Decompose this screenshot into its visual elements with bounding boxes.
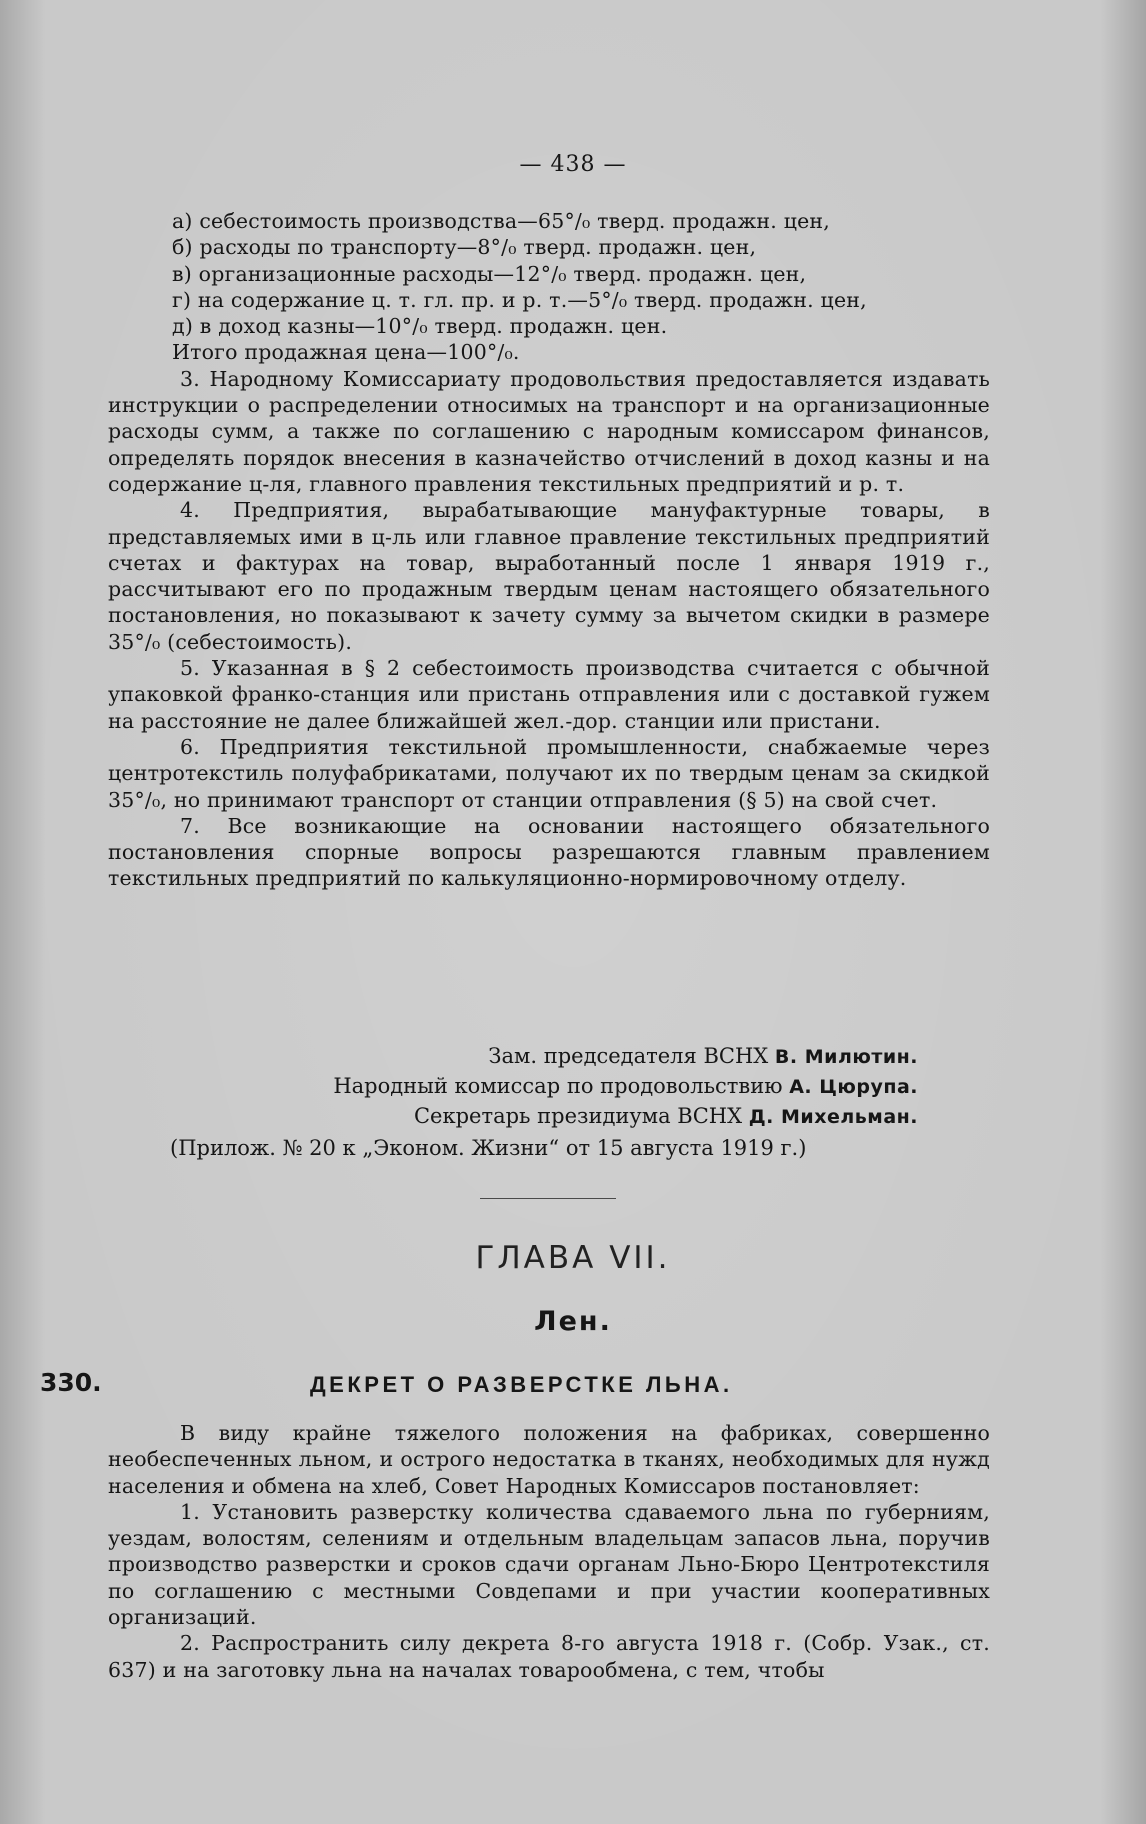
decree-title: ДЕКРЕТ О РАЗВЕРСТКЕ ЛЬНА. — [310, 1372, 733, 1397]
signature-mikhelman — [333, 1102, 918, 1132]
decree-preamble: В виду крайне тяжелого положения на фабриках, совершенно необеспеченных льном, и острого недостатка в тканях, необходимых для нужд населения и обмена на хлеб, Совет Народных Комиссаров постановляет: — [108, 1421, 990, 1498]
paragraph-4: 4. Предприятия, вырабатывающие мануфактурные товары, в представляемых ими в ц-ль или главное правление текстильных предприятий счетах и фактурах на товар, выработанный после 1 января 1919 г., рассчитывают его по продажным твердым ценам настоящего обязательного постановления, но показывают к зачету сумму за вычетом скидки в размере 35°/₀ (себестоимость). — [108, 498, 990, 654]
signature-milyutin — [333, 1042, 918, 1072]
paragraph-7: 7. Все возникающие на основании настоящего обязательного постановления спорные вопросы разрешаются главным правлением текстильных предприятий по калькуляционно-нормировочному отделу. — [108, 813, 990, 891]
signature-tsyurupa — [333, 1072, 918, 1102]
signature-role: Народный комиссар по продовольствию — [333, 1074, 783, 1098]
paragraph-5: 5. Указанная в § 2 себестоимость производства считается с обычной упаковкой франко-станция или пристань отправления или с доставкой гужем на расстояние не далее ближайшей жел.-дор. станции или пристани. — [108, 656, 990, 733]
decree-paragraph-2: 2. Распространить силу декрета 8-го августа 1918 г. (Собр. Узак., ст. 637) и на заготовку льна на началах товарообмена, с тем, чтобы — [108, 1631, 990, 1682]
source-citation: (Прилож. № 20 к „Эконом. Жизни“ от 15 августа 1919 г.) — [170, 1136, 807, 1160]
page-number: — 438 — — [519, 152, 627, 177]
price-item-d: г) на содержание ц. т. гл. пр. и р. т.—5°/₀ тверд. продажн. цен, — [172, 287, 867, 312]
decree-paragraph-1: 1. Установить разверстку количества сдаваемого льна по губерниям, уездам, волостям, селениям и отдельным владельцам запасов льна, поручив производство разверстки и сроков сдачи органам Льно-Бюро Центротекстиля по соглашению с местными Совдепами и при участии кооперативных организаций. — [108, 1499, 990, 1630]
section-divider — [480, 1198, 616, 1199]
price-item-a: а) себестоимость производства—65°/₀ тверд. продажн. цен, — [172, 209, 830, 233]
decree-body — [108, 1420, 990, 1683]
signature-name: А. Цюрупа. — [789, 1076, 918, 1098]
signature-name: Д. Михельман. — [748, 1106, 918, 1128]
paragraph-6: 6. Предприятия текстильной промышленности, снабжаемые через центротекстиль полуфабрикатами, получают их по твердым ценам за скидкой 35°/₀, но принимают транспорт от станции отправления (§ 5) на свой счет. — [108, 734, 990, 812]
price-item-c: в) организационные расходы—12°/₀ тверд. продажн. цен, — [172, 261, 807, 286]
chapter-title: ГЛАВА VII. — [475, 1240, 671, 1276]
signature-name: В. Милютин. — [774, 1046, 918, 1068]
decree-price-section — [108, 208, 990, 892]
price-item-e: д) в доход казны—10°/₀ тверд. продажн. цен. — [172, 314, 668, 339]
signature-role: Зам. председателя ВСНХ — [488, 1044, 769, 1068]
signature-role: Секретарь президиума ВСНХ — [413, 1104, 743, 1128]
chapter-subject: Лен. — [534, 1306, 612, 1337]
paragraph-3: 3. Народному Комиссариату продовольствия предоставляется издавать инструкции о распределении относимых на транспорт и на организационные расходы сумм, а также по соглашению с народным комиссаром финансов, определять порядок внесения в казначейство отчислений в доход казны и на содержание ц-ля, главного правления текстильных предприятий и р. т. — [108, 366, 990, 496]
price-total: Итого продажная цена—100°/₀. — [172, 340, 520, 365]
price-item-b: б) расходы по транспорту—8°/₀ тверд. продажн. цен, — [172, 235, 757, 260]
decree-number: 330. — [40, 1368, 102, 1397]
signatures-block — [333, 1042, 918, 1132]
